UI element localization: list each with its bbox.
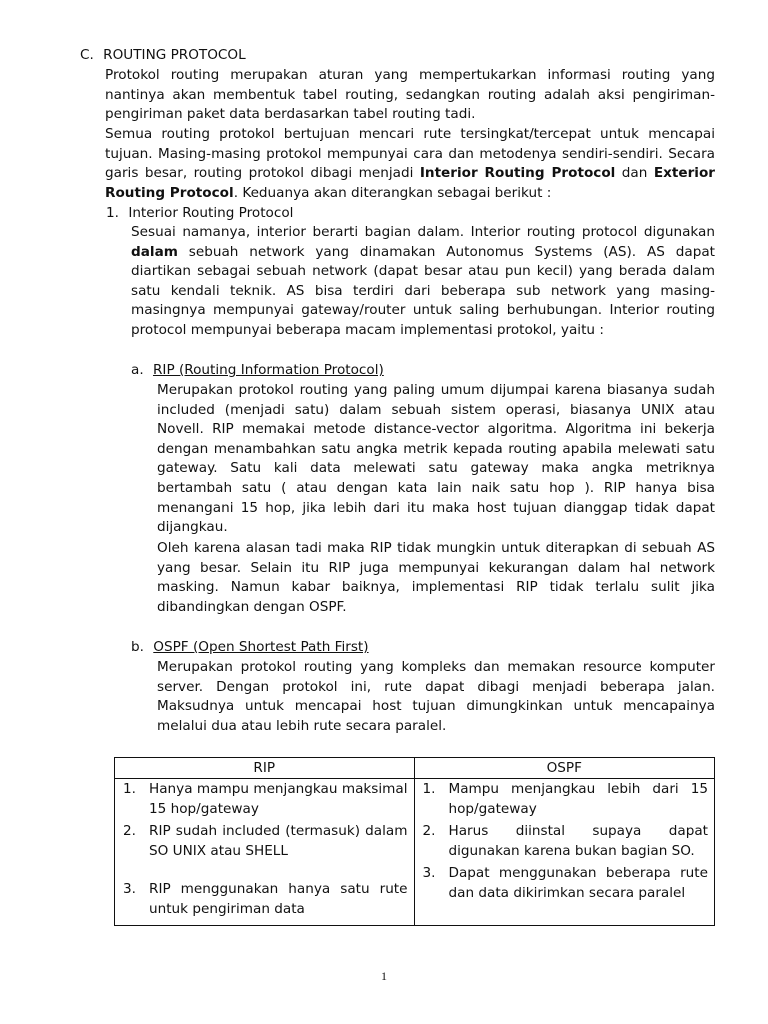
item-text: Mampu menjangkau lebih dari 15 hop/gateway — [448, 781, 708, 817]
subsection-number: 1. — [106, 205, 119, 221]
section-title: ROUTING PROTOCOL — [103, 47, 246, 63]
overview-text-pre: Semua routing protokol bertujuan mencari rute tersingkat/tercepat untuk mencapai tujuan. Masing-masing protokol mempunyai cara dan metodenya sendiri-sendiri. Secara garis besar, routing protokol dibagi menjadi — [105, 126, 715, 182]
intro-paragraph — [105, 66, 715, 125]
overview-text-post: . Keduanya akan diterangkan sebagai berikut : — [233, 184, 552, 201]
interior-term: Interior Routing Protocol — [419, 165, 616, 182]
list-item — [115, 880, 414, 919]
interior-bold-word: dalam — [131, 243, 178, 260]
ospf-heading — [131, 638, 369, 658]
item-text: Harus diinstal supaya dapat digunakan karena bukan bagian SO. — [448, 823, 708, 859]
intro-text: Protokol routing merupakan aturan yang mempertukarkan informasi routing yang nantinya akan membentuk tabel routing, sedangkan routing adalah aksi pengiriman-pengiriman paket data berdasarkan tabel routing tadi. — [105, 67, 715, 123]
list-item — [415, 780, 715, 819]
overview-paragraph — [105, 125, 715, 203]
table-header-ospf: OSPF — [414, 758, 715, 779]
interior-text-pre: Sesuai namanya, interior berarti bagian dalam. Interior routing protocol digunakan — [131, 224, 715, 240]
table-header-rip: RIP — [115, 758, 415, 779]
rip-title: RIP (Routing Information Protocol) — [152, 362, 384, 378]
interior-paragraph — [131, 223, 715, 341]
interior-text-post: sebuah network yang dinamakan Autonomus Systems (AS). AS dapat diartikan sebagai sebuah network (dapat besar atau pun kecil) yang berada dalam satu kendali teknik. AS bisa terdiri dari beberapa sub network yang masing-masingnya mempunyai gateway/router untuk saling berhubungan. Interior routing protocol mempunyai beberapa macam implementasi protokol, yaitu : — [131, 243, 715, 338]
rip-heading — [131, 361, 384, 381]
subsection-title: Interior Routing Protocol — [128, 205, 294, 221]
ospf-letter: b. — [131, 639, 144, 655]
item-number: 2. — [123, 823, 136, 840]
ospf-text: Merupakan protokol routing yang kompleks dan memakan resource komputer server. Dengan protokol ini, rute dapat dibagi menjadi beberapa jalan. Maksudnya untuk mencapai host tujuan dimungkinkan untuk mencapainya melalui dua atau lebih rute secara paralel. — [157, 659, 715, 734]
overview-text-mid: dan — [615, 165, 654, 182]
table-row — [115, 779, 715, 926]
ospf-column — [414, 779, 715, 926]
rip-text-1: Merupakan protokol routing yang paling umum dijumpai karena biasanya sudah included (menjadi satu) dalam sebuah sistem operasi, biasanya UNIX atau Novell. RIP memakai metode distance-vector algoritma. Algoritma ini bekerja dengan menambahkan satu angka metrik kepada routing apabila melewati satu gateway. Satu kali data melewati satu gateway maka angka metriknya bertambah satu ( atau dengan kata lain naik satu hop ). RIP hanya bisa menangani 15 hop, jika lebih dari itu maka host tujuan dianggap tidak dapat dijangkau. — [157, 382, 715, 536]
rip-column — [115, 779, 415, 926]
page-number: 1 — [381, 969, 387, 983]
rip-letter: a. — [131, 362, 144, 378]
list-item — [115, 822, 414, 861]
table-header-row — [115, 758, 715, 779]
item-number: 1. — [422, 781, 436, 797]
item-text: RIP menggunakan hanya satu rute untuk pengiriman data — [149, 881, 408, 917]
list-item — [415, 822, 715, 861]
item-number: 1. — [123, 781, 136, 797]
item-number: 3. — [123, 881, 136, 898]
rip-text-2: Oleh karena alasan tadi maka RIP tidak mungkin untuk diterapkan di sebuah AS yang besar. Selain itu RIP juga mempunyai kekurangan dalam hal network masking. Namun kabar baiknya, implementasi RIP tidak terlalu sulit jika dibandingkan dengan OSPF. — [157, 540, 715, 615]
ospf-title: OSPF (Open Shortest Path First) — [153, 639, 369, 655]
item-number: 3. — [422, 865, 436, 882]
list-item — [115, 780, 414, 819]
item-text: RIP sudah included (termasuk) dalam SO UNIX atau SHELL — [149, 823, 408, 859]
ospf-paragraph — [157, 658, 715, 736]
item-text: Dapat menggunakan beberapa rute dan data dikirimkan secara paralel — [448, 865, 708, 901]
exterior-term: Exterior Routing Protocol — [105, 165, 716, 201]
subsection-heading — [106, 204, 293, 224]
comparison-table — [114, 757, 715, 926]
section-heading — [80, 46, 246, 66]
section-letter: C. — [80, 47, 94, 63]
item-number: 2. — [422, 823, 436, 840]
item-text: Hanya mampu menjangkau maksimal 15 hop/gateway — [149, 781, 408, 817]
list-item — [415, 864, 715, 903]
rip-paragraph-2 — [157, 539, 715, 617]
rip-paragraph-1 — [157, 381, 715, 538]
